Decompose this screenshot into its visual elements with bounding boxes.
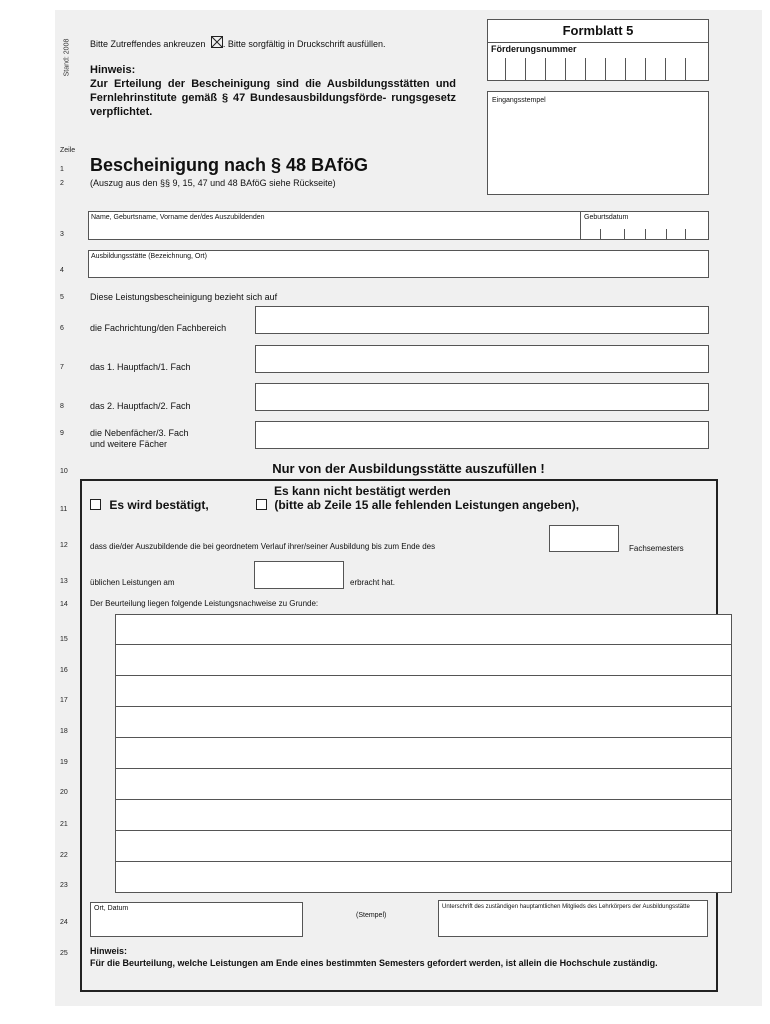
ausbildungsstaette-field[interactable] — [88, 250, 709, 278]
eingangsstempel-label: Eingangsstempel — [492, 97, 546, 104]
form-subtitle: (Auszug aus den §§ 9, 15, 47 und 48 BAföG siehe Rückseite) — [90, 178, 336, 188]
line-number-6: 6 — [60, 325, 64, 332]
formblatt-title: Formblatt 5 — [562, 23, 634, 38]
line-number-15: 15 — [60, 636, 68, 643]
line-number-7: 7 — [60, 364, 64, 371]
line-number-10: 10 — [60, 468, 68, 475]
bestaetigt-option[interactable] — [90, 498, 209, 512]
ort-datum-label: Ort, Datum — [94, 905, 129, 912]
nicht-bestaetigt-option[interactable] — [256, 498, 579, 512]
leistungsnachweis-row-21[interactable] — [115, 800, 732, 831]
line-number-19: 19 — [60, 759, 68, 766]
line-number-23: 23 — [60, 882, 68, 889]
unterschrift-label: Unterschrift des zuständigen hauptamtlichen Mitglieds des Lehrkörpers der Ausbildungsstätte — [442, 904, 690, 910]
line-number-24: 24 — [60, 919, 68, 926]
nebenfaecher-label-2: und weitere Fächer — [90, 439, 168, 449]
bestaetigt-label: Es wird bestätigt, — [109, 498, 209, 512]
fachrichtung-label: die Fachrichtung/den Fachbereich — [90, 323, 227, 333]
ort-datum-field[interactable] — [90, 902, 303, 937]
leistungsnachweis-row-22[interactable] — [115, 831, 732, 862]
line-number-22: 22 — [60, 852, 68, 859]
uebliche-text: üblichen Leistungen am — [90, 578, 175, 587]
stempel-label: (Stempel) — [356, 912, 387, 919]
foerderungsnummer-label: Förderungsnummer — [491, 44, 577, 54]
nebenfaecher-field[interactable] — [255, 421, 709, 449]
nur-von-heading: Nur von der Ausbildungsstätte auszufüllen ! — [272, 461, 545, 476]
line-number-1: 1 — [60, 166, 64, 173]
nicht-bestaetigt-checkbox[interactable] — [256, 499, 267, 510]
hauptfach2-field[interactable] — [255, 383, 709, 411]
leistungsnachweis-row-16[interactable] — [115, 645, 732, 676]
geburtsdatum-label: Geburtsdatum — [584, 214, 629, 221]
line-number-17: 17 — [60, 697, 68, 704]
bezieht-sich-text: Diese Leistungsbescheinigung bezieht sich auf — [90, 292, 278, 302]
bestaetigt-checkbox[interactable] — [90, 499, 101, 510]
leistungsnachweis-row-20[interactable] — [115, 769, 732, 800]
institution-section — [80, 479, 718, 992]
hauptfach1-field[interactable] — [255, 345, 709, 373]
line-number-3: 3 — [60, 231, 64, 238]
line-number-9: 9 — [60, 430, 64, 437]
leistungsnachweis-row-19[interactable] — [115, 738, 732, 769]
leistungsnachweis-row-17[interactable] — [115, 676, 732, 707]
hauptfach2-label: das 2. Hauptfach/2. Fach — [90, 401, 191, 411]
form-title: Bescheinigung nach § 48 BAföG — [90, 155, 369, 175]
hauptfach1-label: das 1. Hauptfach/1. Fach — [90, 362, 191, 372]
line-number-21: 21 — [60, 821, 68, 828]
ausbildungsstaette-label: Ausbildungsstätte (Bezeichnung, Ort) — [91, 253, 207, 260]
date-field[interactable] — [254, 561, 344, 589]
instruction-pre: Bitte Zutreffendes ankreuzen — [90, 39, 206, 49]
line-number-16: 16 — [60, 667, 68, 674]
erbracht-text: erbracht hat. — [350, 578, 395, 587]
hinweis-label: Hinweis: — [90, 64, 136, 76]
foerderungsnummer-field[interactable] — [490, 56, 706, 80]
eingangsstempel-box[interactable] — [487, 91, 709, 195]
line-number-11: 11 — [60, 506, 68, 513]
formblatt-box — [487, 19, 709, 81]
leistungsnachweis-row-15[interactable] — [115, 614, 732, 645]
semester-field[interactable] — [549, 525, 619, 552]
line-number-4: 4 — [60, 267, 64, 274]
line-number-12: 12 — [60, 542, 68, 549]
hinweis2-label: Hinweis: — [90, 946, 128, 956]
line-number-5: 5 — [60, 294, 64, 301]
line12-text: dass die/der Auszubildende die bei geordnetem Verlauf ihrer/seiner Ausbildung bis zum Ende des — [90, 542, 436, 551]
geburtsdatum-field[interactable] — [581, 225, 708, 239]
line-number-14: 14 — [60, 601, 68, 608]
fachrichtung-field[interactable] — [255, 306, 709, 334]
fachsemesters-label: Fachsemesters — [629, 544, 684, 553]
leistungsnachweis-row-18[interactable] — [115, 707, 732, 738]
nicht-bestaetigt-heading: Es kann nicht bestätigt werden — [274, 484, 451, 498]
nicht-bestaetigt-label: (bitte ab Zeile 15 alle fehlenden Leistungen angeben), — [274, 498, 580, 512]
instruction-post: . Bitte sorgfältig in Druckschrift ausfüllen. — [222, 39, 386, 49]
name-label: Name, Geburtsname, Vorname der/des Auszubildenden — [91, 214, 265, 221]
beurteilung-text: Der Beurteilung liegen folgende Leistungsnachweise zu Grunde: — [90, 599, 319, 608]
name-field[interactable] — [88, 211, 709, 240]
stand-label: Stand: 2008 — [63, 38, 71, 77]
hinweis-text: Zur Erteilung der Bescheinigung sind die Ausbildungsstätten und Fernlehrinstitute gemäß § 47 Bundesausbildungsförde- rungsgesetz verpflichtet. — [90, 78, 456, 118]
form-page — [55, 10, 762, 1006]
line-number-2: 2 — [60, 180, 64, 187]
instruction-line — [90, 36, 386, 49]
nebenfaecher-label-1: die Nebenfächer/3. Fach — [90, 428, 189, 438]
line-number-18: 18 — [60, 728, 68, 735]
line-number-20: 20 — [60, 789, 68, 796]
line-number-13: 13 — [60, 578, 68, 585]
unterschrift-field[interactable] — [438, 900, 708, 937]
line-number-8: 8 — [60, 403, 64, 410]
checkbox-example-icon — [211, 36, 223, 48]
hinweis2-text: Für die Beurteilung, welche Leistungen am Ende eines bestimmten Semesters gefordert werden, ist allein die Hochschule zuständig. — [90, 958, 658, 968]
line-number-25: 25 — [60, 950, 68, 957]
zeile-label: Zeile — [60, 147, 76, 154]
leistungsnachweis-row-23[interactable] — [115, 862, 732, 893]
